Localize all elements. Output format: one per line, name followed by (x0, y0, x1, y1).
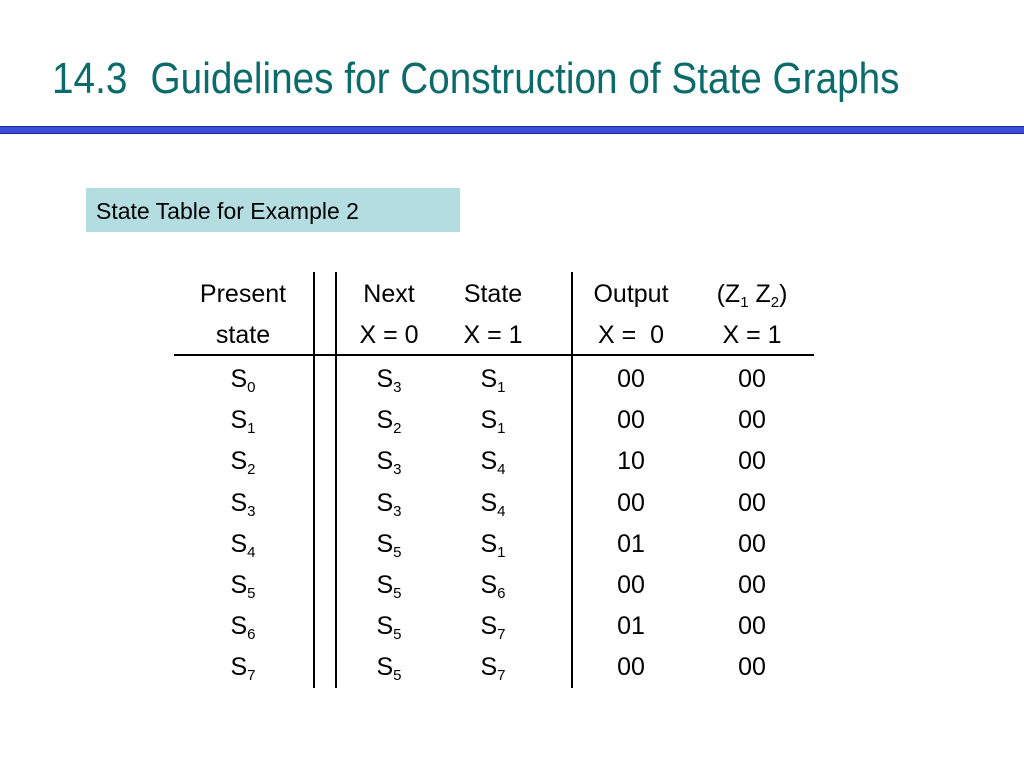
cell-next1: $S_4$ (480, 489, 506, 520)
cell-out1: 00 (738, 612, 766, 640)
cell-out0: 10 (617, 447, 645, 475)
cell-next0: $S_5$ (376, 612, 402, 643)
section-number: 14.3 (52, 54, 128, 103)
header-output: Output (593, 280, 669, 308)
slide-title (52, 54, 900, 104)
header-present: Present (199, 280, 287, 308)
cell-next1: $S_6$ (480, 571, 506, 602)
cell-out0: 00 (617, 406, 645, 434)
cell-out0: 01 (617, 530, 645, 558)
cell-out1: 00 (738, 447, 766, 475)
cell-next0: $S_3$ (376, 447, 402, 478)
cell-out1: 00 (738, 365, 766, 393)
cell-next0: $S_5$ (376, 653, 402, 684)
cell-next1: $S_1$ (480, 406, 506, 437)
cell-next1: $S_7$ (480, 653, 506, 684)
header-next-x1: X = 1 (463, 321, 523, 349)
cell-out0: 00 (617, 571, 645, 599)
header-output-x1: X = 1 (722, 321, 782, 349)
cell-next0: $S_2$ (376, 406, 402, 437)
cell-present: $S_7$ (230, 653, 256, 684)
table-caption: State Table for Example 2 (86, 188, 460, 232)
cell-present: $S_4$ (230, 530, 256, 561)
table-divider-right (335, 272, 337, 688)
cell-out0: 00 (617, 365, 645, 393)
cell-present: $S_6$ (230, 612, 256, 643)
cell-next1: $S_1$ (480, 365, 506, 396)
cell-present: $S_2$ (230, 447, 256, 478)
cell-out1: 00 (738, 653, 766, 681)
title-divider (0, 126, 1024, 134)
header-underline (174, 354, 814, 356)
table-divider-output (571, 272, 573, 688)
cell-next0: $S_5$ (376, 530, 402, 561)
title-text: Guidelines for Construction of State Graphs (150, 54, 900, 103)
cell-present: $S_3$ (230, 489, 256, 520)
cell-next0: $S_3$ (376, 365, 402, 396)
cell-out0: 00 (617, 489, 645, 517)
header-present-sub: state (215, 321, 271, 349)
cell-out0: 00 (617, 653, 645, 681)
table-divider-left (313, 272, 315, 688)
cell-out1: 00 (738, 489, 766, 517)
cell-next1: $S_4$ (480, 447, 506, 478)
header-z-outputs: ($Z_1$ $Z_2$) (716, 280, 788, 311)
cell-next1: $S_7$ (480, 612, 506, 643)
header-state: State (463, 280, 523, 308)
cell-out1: 00 (738, 530, 766, 558)
cell-out1: 00 (738, 571, 766, 599)
header-next: Next (363, 280, 415, 308)
header-next-x0: X = 0 (359, 321, 419, 349)
cell-out1: 00 (738, 406, 766, 434)
cell-present: $S_1$ (230, 406, 256, 437)
cell-present: $S_5$ (230, 571, 256, 602)
cell-out0: 01 (617, 612, 645, 640)
cell-present: $S_0$ (230, 365, 256, 396)
header-output-x0: X = 0 (597, 321, 665, 349)
cell-next1: $S_1$ (480, 530, 506, 561)
cell-next0: $S_3$ (376, 489, 402, 520)
cell-next0: $S_5$ (376, 571, 402, 602)
